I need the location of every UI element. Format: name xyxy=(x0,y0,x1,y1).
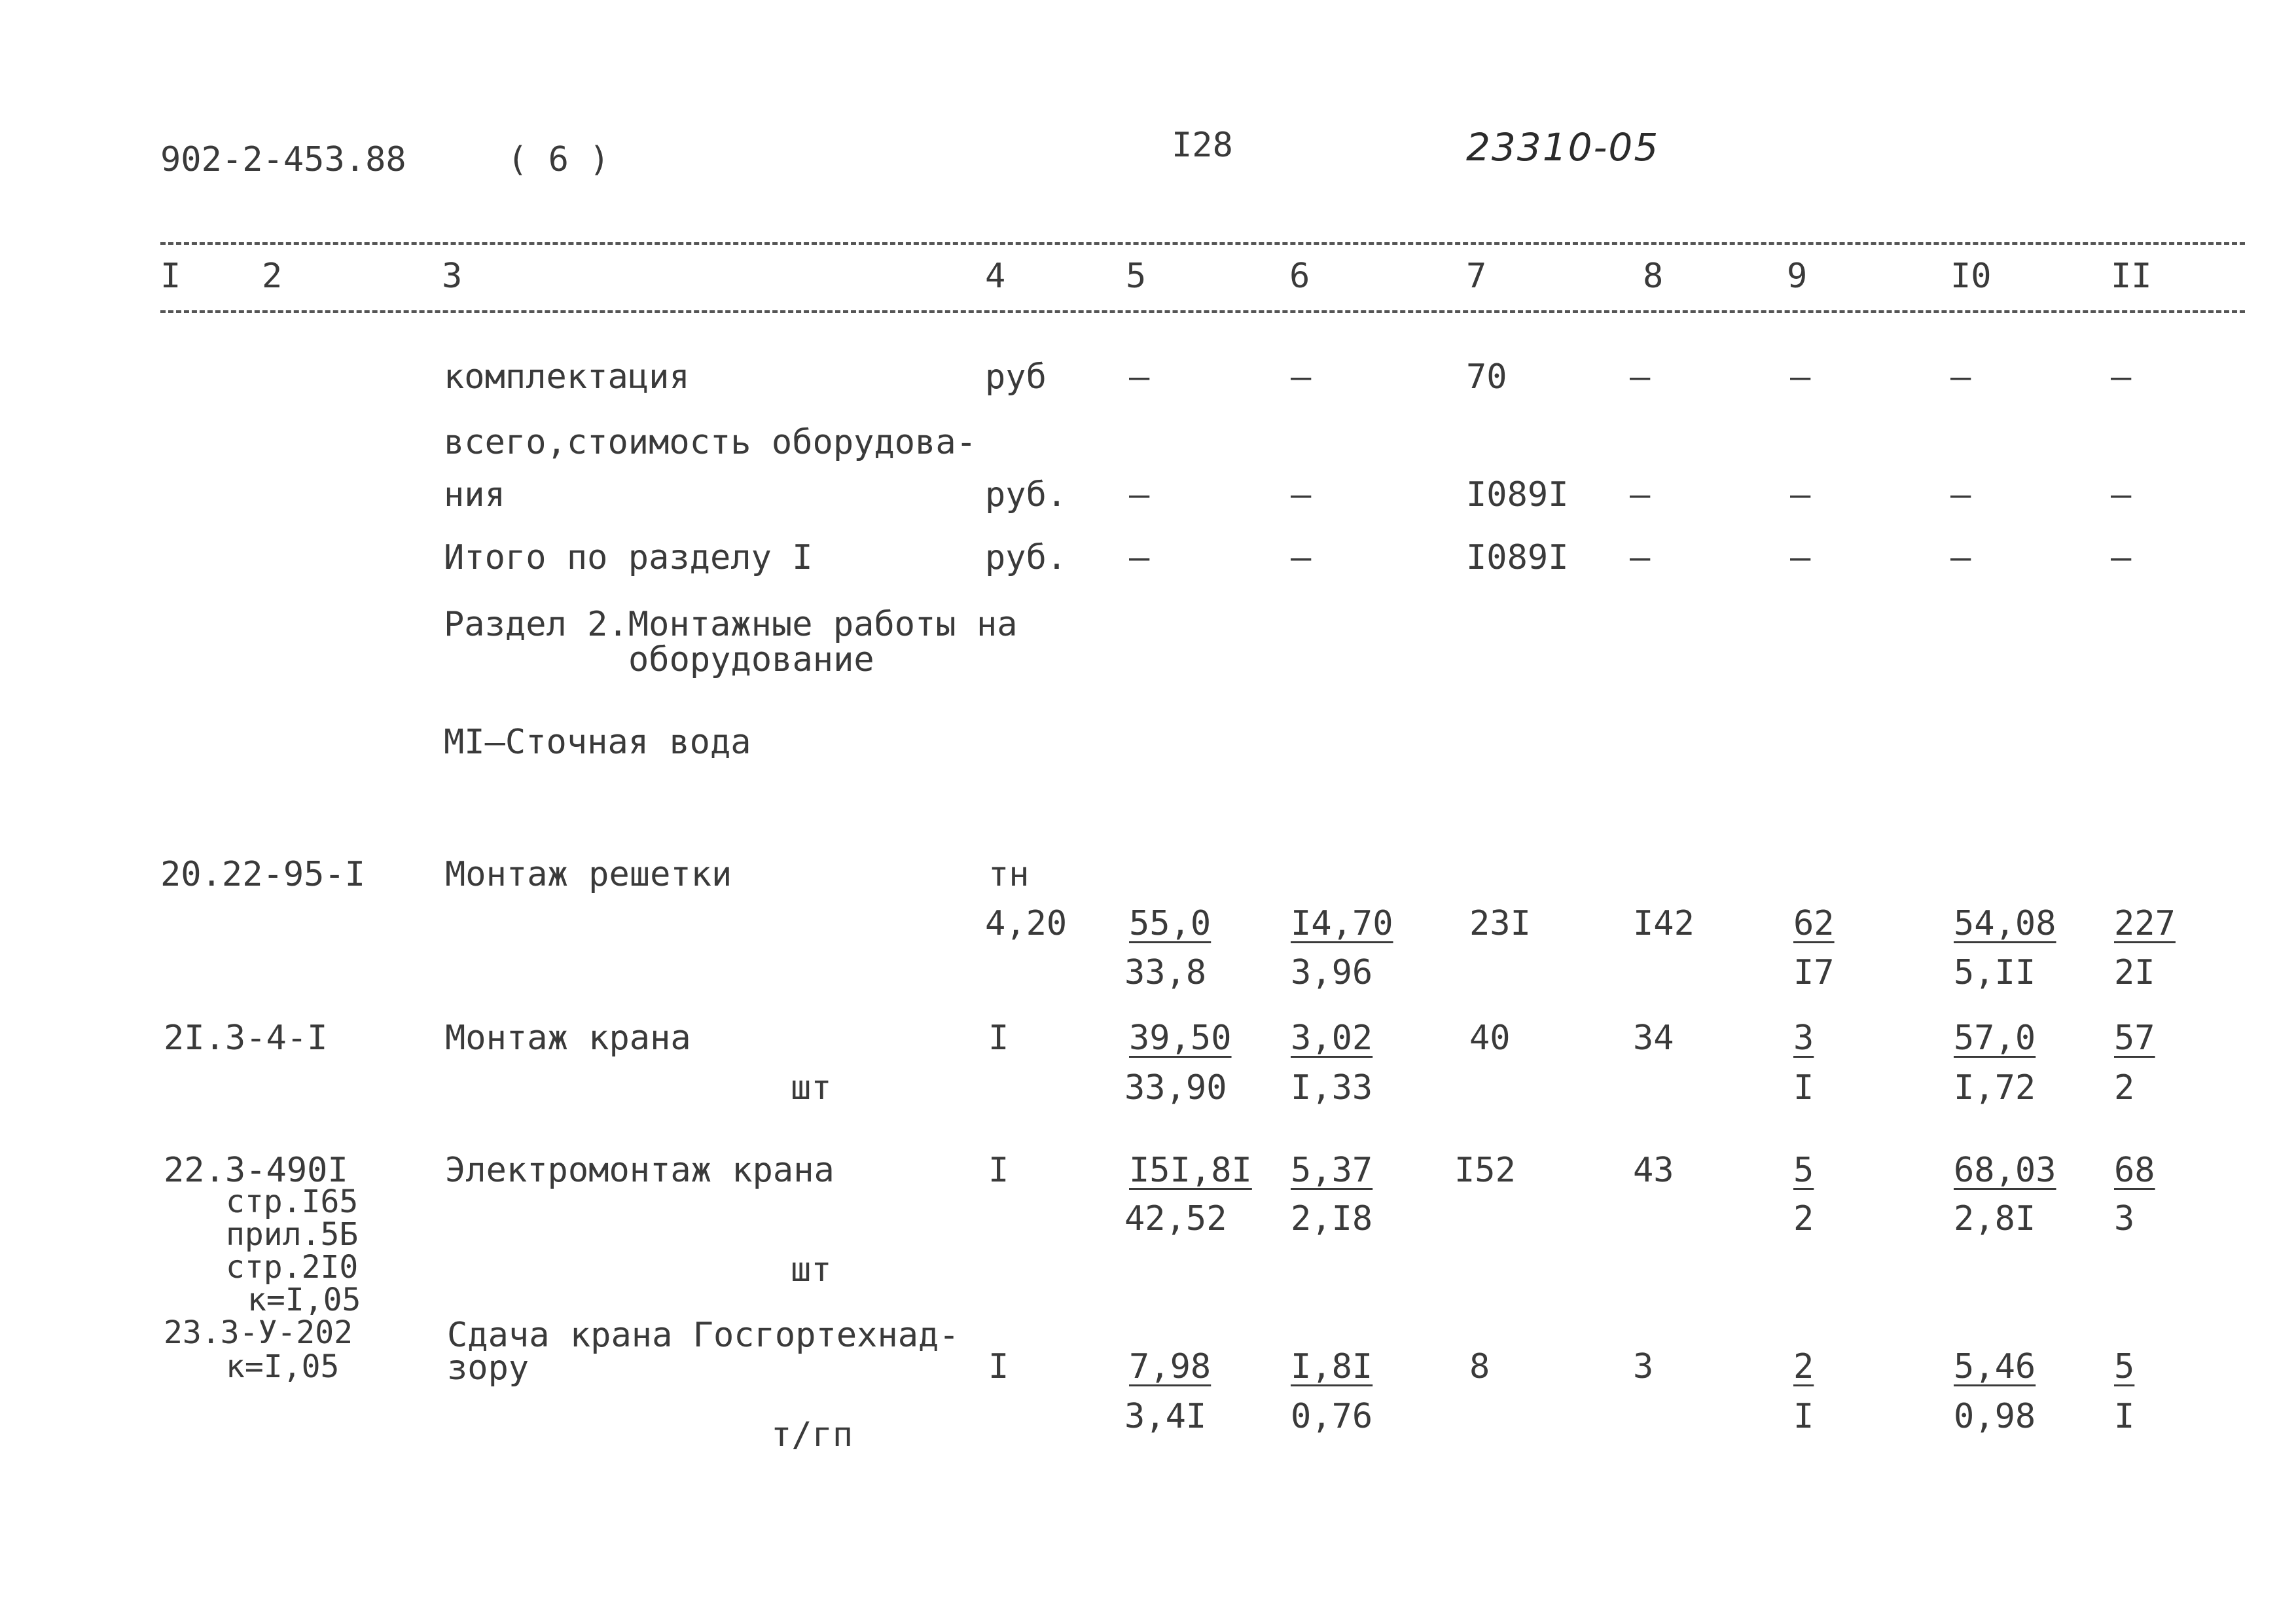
column-number: 3 xyxy=(442,257,463,296)
item-quantity: I xyxy=(988,1347,1009,1386)
cell-c11: – xyxy=(2111,475,2132,514)
cell-c10: – xyxy=(1950,475,1971,514)
item-code-note: прил.5Б xyxy=(226,1216,359,1253)
cell-c5-bottom: 42,52 xyxy=(1124,1199,1227,1238)
section-title: Раздел 2.Монтажные работы на xyxy=(444,605,1018,644)
item-name-continuation: зору xyxy=(447,1348,529,1388)
cell-c11-top: 68 xyxy=(2114,1151,2155,1190)
cell-c10-top: 54,08 xyxy=(1954,904,2056,943)
item-name: Монтаж крана xyxy=(445,1019,691,1058)
cell-c5-bottom: 33,8 xyxy=(1124,953,1207,992)
column-number: 9 xyxy=(1787,257,1808,296)
cell-c6-top: 3,02 xyxy=(1291,1019,1373,1058)
row-name: всего,стоимость оборудова- xyxy=(444,423,977,462)
cell-c7: I089I xyxy=(1466,538,1569,577)
cell-c7: 23I xyxy=(1469,904,1531,943)
cell-c8: 43 xyxy=(1633,1151,1674,1190)
cell-c6-top: I,8I xyxy=(1291,1347,1373,1386)
cell-c6-bottom: 3,96 xyxy=(1291,953,1373,992)
cell-c9-top: 5 xyxy=(1793,1151,1814,1190)
cell-c9-bottom: I xyxy=(1793,1397,1814,1436)
cell-c11: – xyxy=(2111,538,2132,577)
item-quantity: 4,20 xyxy=(985,904,1067,943)
item-code: 22.3-490I xyxy=(164,1151,348,1190)
cell-c8: – xyxy=(1630,538,1651,577)
cell-c7: 40 xyxy=(1469,1019,1511,1058)
table-top-rule xyxy=(160,242,2245,245)
cell-c11-bottom: 3 xyxy=(2114,1199,2135,1238)
cell-c6: – xyxy=(1291,475,1312,514)
table-header-rule xyxy=(160,310,2245,313)
cell-c8: 3 xyxy=(1633,1347,1654,1386)
column-number: 5 xyxy=(1126,257,1147,296)
row-name: комплектация xyxy=(444,357,690,397)
document-part: ( 6 ) xyxy=(507,140,610,179)
item-name: Монтаж решетки xyxy=(445,855,732,894)
row-name: Итого по разделу I xyxy=(444,538,813,577)
cell-c5-bottom: 3,4I xyxy=(1124,1397,1207,1436)
cell-c11-top: 5 xyxy=(2114,1347,2135,1386)
item-quantity: I xyxy=(988,1151,1009,1190)
column-number: II xyxy=(2111,257,2152,296)
cell-c5-top: I5I,8I xyxy=(1129,1151,1252,1190)
page-number: I28 xyxy=(1172,126,1233,165)
cell-c10: – xyxy=(1950,538,1971,577)
column-number: 4 xyxy=(985,257,1006,296)
cell-c9-top: 3 xyxy=(1793,1019,1814,1058)
cell-c10-top: 5,46 xyxy=(1954,1347,2036,1386)
cell-c10-bottom: 0,98 xyxy=(1954,1397,2036,1436)
cell-c7: 70 xyxy=(1466,357,1507,397)
cell-c9: – xyxy=(1790,357,1811,397)
column-number: 6 xyxy=(1289,257,1310,296)
cell-c5: – xyxy=(1129,475,1150,514)
item-unit: шт xyxy=(791,1068,832,1108)
cell-c10-bottom: 2,8I xyxy=(1954,1199,2036,1238)
cell-c9-bottom: I7 xyxy=(1793,953,1835,992)
column-number: 2 xyxy=(262,257,283,296)
item-code-note: к=I,05 xyxy=(247,1282,361,1318)
cell-c10-top: 57,0 xyxy=(1954,1019,2036,1058)
item-code-note: стр.I65 xyxy=(226,1183,359,1220)
cell-c6: – xyxy=(1291,357,1312,397)
column-number: I xyxy=(160,257,181,296)
item-code-note: стр.2I0 xyxy=(226,1249,359,1286)
cell-c8: 34 xyxy=(1633,1019,1674,1058)
section-title-continuation: оборудование xyxy=(628,640,874,679)
item-quantity: I xyxy=(988,1019,1009,1058)
cell-c10-top: 68,03 xyxy=(1954,1151,2056,1190)
cell-c5: – xyxy=(1129,538,1150,577)
cell-c8: I42 xyxy=(1633,904,1695,943)
item-unit: тн xyxy=(988,855,1030,894)
inventory-number: 23310-05 xyxy=(1466,125,1660,170)
cell-c8: – xyxy=(1630,475,1651,514)
cell-c5-bottom: 33,90 xyxy=(1124,1068,1227,1108)
column-number: I0 xyxy=(1950,257,1992,296)
cell-c5-top: 7,98 xyxy=(1129,1347,1211,1386)
cell-c10: – xyxy=(1950,357,1971,397)
cell-c6-bottom: I,33 xyxy=(1291,1068,1373,1108)
cell-c10-bottom: I,72 xyxy=(1954,1068,2036,1108)
cell-c9-top: 2 xyxy=(1793,1347,1814,1386)
item-unit: т/гп xyxy=(771,1415,853,1454)
cell-c7: 8 xyxy=(1469,1347,1490,1386)
cell-c5-top: 39,50 xyxy=(1129,1019,1232,1058)
cell-c11-bottom: I xyxy=(2114,1397,2135,1436)
cell-c9: – xyxy=(1790,538,1811,577)
cell-c6-top: I4,70 xyxy=(1291,904,1393,943)
section-subtitle: МI–Сточная вода xyxy=(444,723,751,762)
item-code: 23.3-У-202 xyxy=(164,1314,353,1351)
cell-c6-bottom: 2,I8 xyxy=(1291,1199,1373,1238)
cell-c6: – xyxy=(1291,538,1312,577)
item-code: 20.22-95-I xyxy=(160,855,366,894)
row-unit: руб. xyxy=(985,538,1067,577)
cell-c5: – xyxy=(1129,357,1150,397)
cell-c7: I52 xyxy=(1454,1151,1516,1190)
cell-c11-bottom: 2 xyxy=(2114,1068,2135,1108)
cell-c9-bottom: I xyxy=(1793,1068,1814,1108)
cell-c8: – xyxy=(1630,357,1651,397)
row-name: ния xyxy=(444,475,505,514)
cell-c6-top: 5,37 xyxy=(1291,1151,1373,1190)
cell-c11: – xyxy=(2111,357,2132,397)
cell-c5-top: 55,0 xyxy=(1129,904,1211,943)
item-code-note: к=I,05 xyxy=(226,1348,340,1385)
document-code: 902-2-453.88 xyxy=(160,140,406,179)
cell-c6-bottom: 0,76 xyxy=(1291,1397,1373,1436)
cell-c7: I089I xyxy=(1466,475,1569,514)
cell-c11-bottom: 2I xyxy=(2114,953,2155,992)
item-name: Сдача крана Госгортехнад- xyxy=(447,1316,960,1355)
cell-c10-bottom: 5,II xyxy=(1954,953,2036,992)
cell-c11-top: 57 xyxy=(2114,1019,2155,1058)
cell-c11-top: 227 xyxy=(2114,904,2176,943)
item-code: 2I.3-4-I xyxy=(164,1019,328,1058)
row-unit: руб. xyxy=(985,475,1067,514)
item-name: Электромонтаж крана xyxy=(445,1151,834,1190)
column-number: 8 xyxy=(1643,257,1664,296)
cell-c9-top: 62 xyxy=(1793,904,1835,943)
cell-c9-bottom: 2 xyxy=(1793,1199,1814,1238)
item-unit: шт xyxy=(791,1250,832,1290)
row-unit: руб xyxy=(985,357,1047,397)
cell-c9: – xyxy=(1790,475,1811,514)
column-number: 7 xyxy=(1466,257,1487,296)
